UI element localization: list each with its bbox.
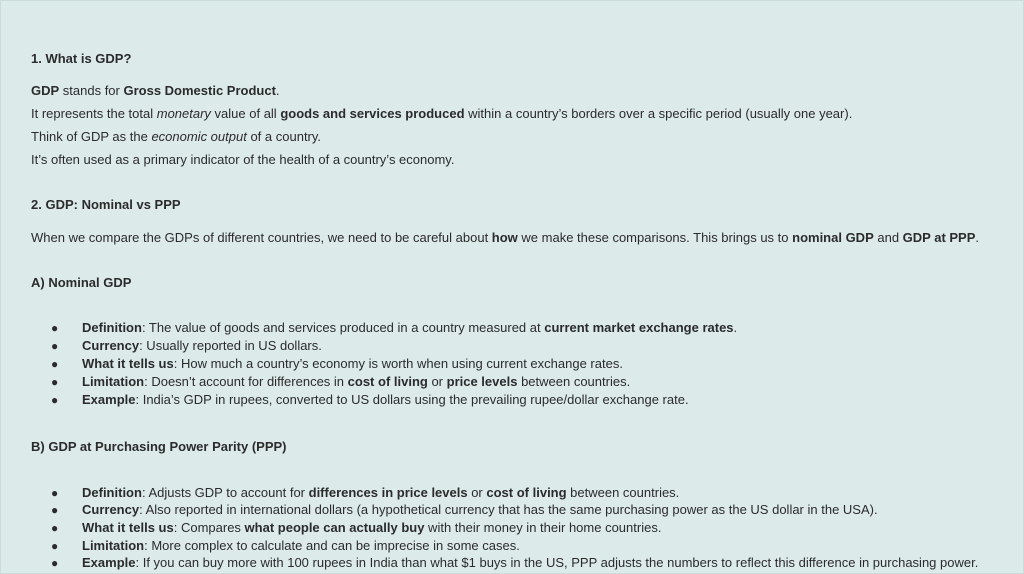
section1-line1 bbox=[31, 83, 280, 99]
bold-run: Example bbox=[82, 555, 136, 570]
text-run: : India’s GDP in rupees, converted to US dollars using the prevailing rupee/dollar exchange rate. bbox=[135, 392, 689, 407]
bold-run: cost of living bbox=[486, 485, 567, 500]
section1-line3 bbox=[31, 129, 321, 145]
bullet-text bbox=[82, 356, 623, 372]
text-run: : Compares bbox=[173, 520, 245, 535]
bullet-glyph: ● bbox=[51, 539, 59, 553]
bold-run: Limitation bbox=[82, 374, 145, 389]
bold-run: Gross Domestic Product bbox=[123, 83, 276, 98]
text-run: or bbox=[427, 374, 447, 389]
bold-run: nominal GDP bbox=[792, 230, 874, 245]
section-a-heading: A) Nominal GDP bbox=[31, 275, 132, 290]
text-run: : How much a country’s economy is worth when using current exchange rates. bbox=[173, 356, 623, 371]
section1-line4 bbox=[31, 152, 454, 168]
bold-run: What it tells us bbox=[82, 520, 174, 535]
bullet-text bbox=[82, 538, 520, 554]
bullet-glyph: ● bbox=[51, 486, 59, 500]
text-run: When we compare the GDPs of different countries, we need to be careful about bbox=[31, 230, 492, 245]
bullet-text bbox=[82, 502, 878, 518]
section2-intro bbox=[31, 230, 979, 246]
bold-run: Definition bbox=[82, 485, 142, 500]
text-run: : Usually reported in US dollars. bbox=[139, 338, 322, 353]
section1-line2 bbox=[31, 106, 852, 122]
section2-heading: 2. GDP: Nominal vs PPP bbox=[31, 197, 181, 212]
text-run: . bbox=[975, 230, 980, 245]
bullet-glyph: ● bbox=[51, 556, 59, 570]
text-run: of a country. bbox=[246, 129, 322, 144]
section-b-heading: B) GDP at Purchasing Power Parity (PPP) bbox=[31, 439, 287, 454]
text-run: It’s often used as a primary indicator of the health of a country’s economy. bbox=[31, 152, 455, 167]
bold-run: What it tells us bbox=[82, 356, 174, 371]
text-run: Think of GDP as the bbox=[31, 129, 152, 144]
text-run: It represents the total bbox=[31, 106, 157, 121]
section1-heading: 1. What is GDP? bbox=[31, 51, 132, 66]
text-run: or bbox=[467, 485, 487, 500]
bullet-glyph: ● bbox=[51, 503, 59, 517]
bullet-glyph: ● bbox=[51, 375, 59, 389]
bullet-text bbox=[82, 320, 737, 336]
text-run: between countries. bbox=[566, 485, 680, 500]
bullet-glyph: ● bbox=[51, 521, 59, 535]
bullet-text bbox=[82, 392, 689, 408]
text-run: : Adjusts GDP to account for bbox=[141, 485, 309, 500]
text-run: within a country’s borders over a specific period (usually one year). bbox=[464, 106, 853, 121]
bold-run: Currency bbox=[82, 338, 140, 353]
text-run: : The value of goods and services produced in a country measured at bbox=[141, 320, 545, 335]
text-run: : Doesn’t account for differences in bbox=[144, 374, 348, 389]
text-run: : Also reported in international dollars (a hypothetical currency that has the same purchasing power as the US dollar in the USA). bbox=[139, 502, 878, 517]
bold-run: GDP bbox=[31, 83, 60, 98]
bold-run: what people can actually buy bbox=[244, 520, 425, 535]
bullet-glyph: ● bbox=[51, 357, 59, 371]
bold-run: Example bbox=[82, 392, 136, 407]
bold-run: GDP at PPP bbox=[902, 230, 976, 245]
bullet-text bbox=[82, 520, 661, 536]
text-run: : If you can buy more with 100 rupees in India than what $1 buys in the US, PPP adjusts the numbers to reflect this difference in purchasing power. bbox=[135, 555, 979, 570]
text-run: : More complex to calculate and can be imprecise in some cases. bbox=[144, 538, 520, 553]
bullet-text bbox=[82, 374, 630, 390]
italic-run: economic output bbox=[151, 129, 247, 144]
bold-run: how bbox=[491, 230, 518, 245]
text-run: value of all bbox=[210, 106, 281, 121]
text-run: stands for bbox=[59, 83, 124, 98]
bullet-glyph: ● bbox=[51, 321, 59, 335]
text-run: between countries. bbox=[517, 374, 631, 389]
text-run: . bbox=[275, 83, 280, 98]
bold-run: goods and services produced bbox=[280, 106, 465, 121]
bullet-text bbox=[82, 485, 679, 501]
bold-run: Definition bbox=[82, 320, 142, 335]
italic-run: monetary bbox=[156, 106, 211, 121]
bold-run: price levels bbox=[446, 374, 518, 389]
text-run: we make these comparisons. This brings us to bbox=[517, 230, 793, 245]
text-run: and bbox=[873, 230, 903, 245]
text-run: . bbox=[733, 320, 738, 335]
text-run: with their money in their home countries. bbox=[424, 520, 662, 535]
bold-run: Currency bbox=[82, 502, 140, 517]
bullet-glyph: ● bbox=[51, 339, 59, 353]
bullet-text bbox=[82, 338, 322, 354]
bullet-glyph: ● bbox=[51, 393, 59, 407]
bold-run: Limitation bbox=[82, 538, 145, 553]
bold-run: current market exchange rates bbox=[544, 320, 734, 335]
bold-run: cost of living bbox=[347, 374, 428, 389]
bullet-text bbox=[82, 555, 978, 571]
bold-run: differences in price levels bbox=[308, 485, 468, 500]
